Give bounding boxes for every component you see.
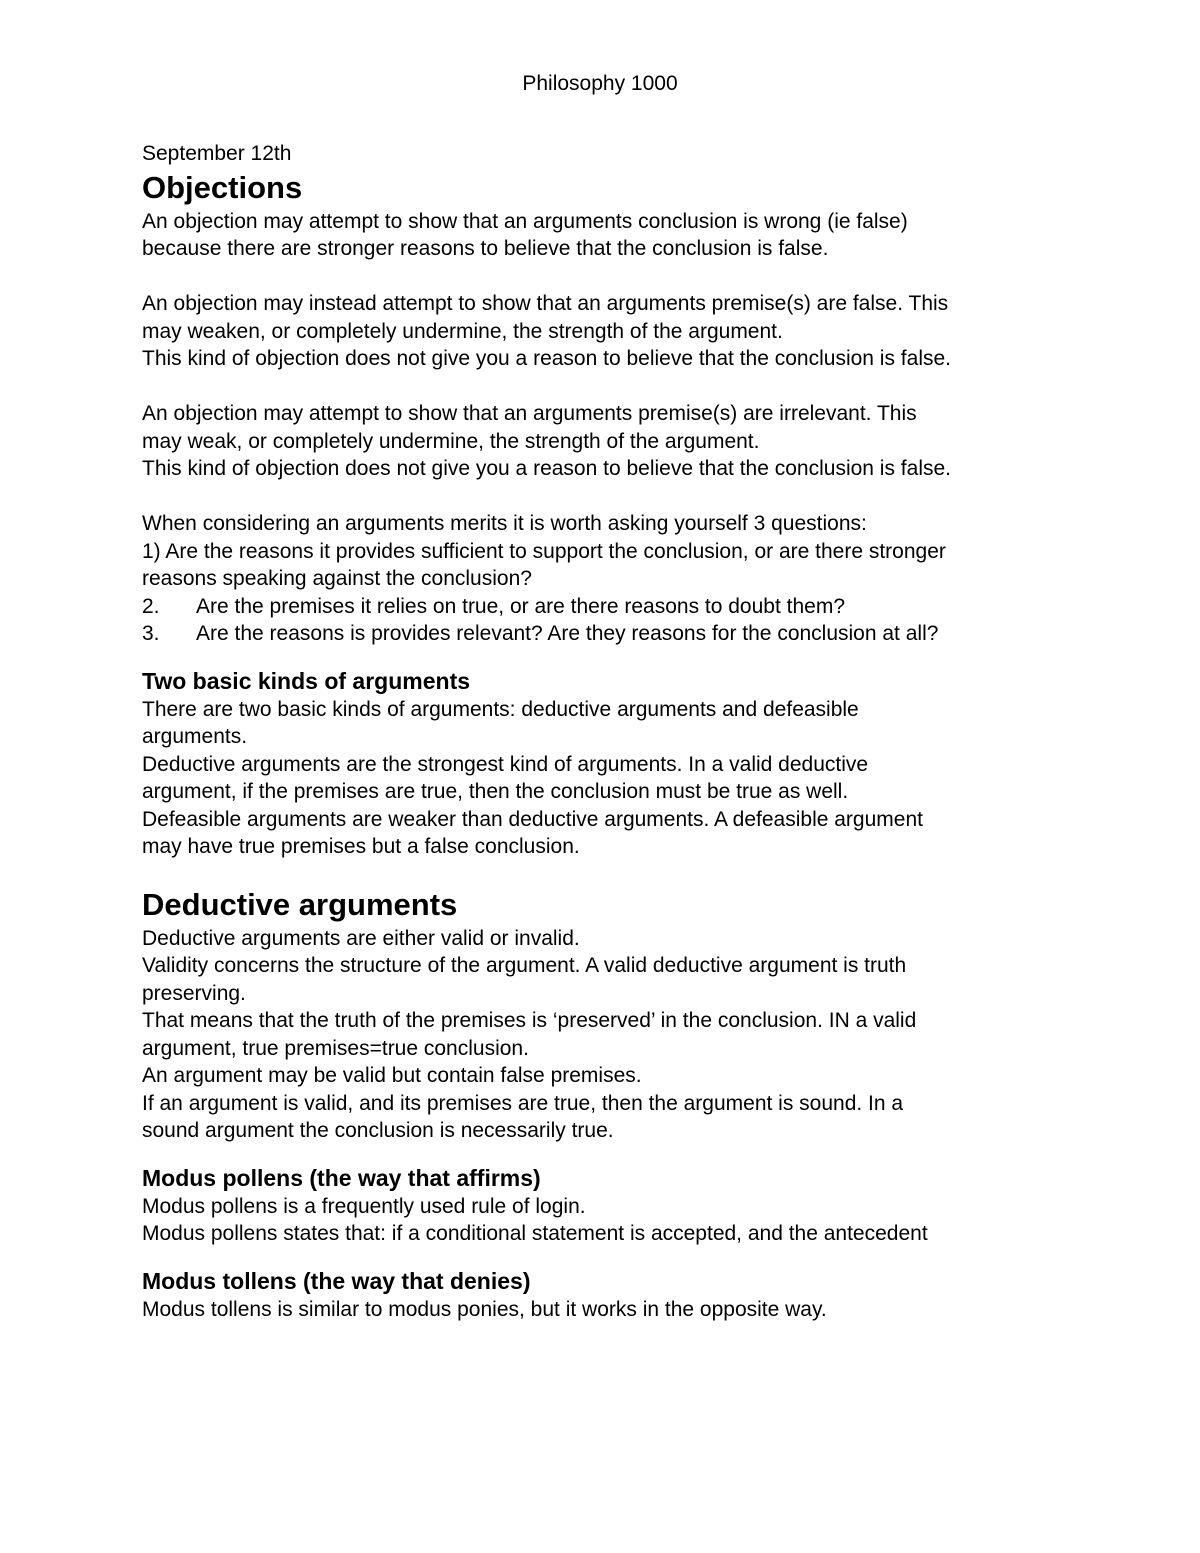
- text-line: An objection may instead attempt to show that an arguments premise(s) are false. This: [142, 292, 949, 315]
- text-line: Modus pollens is a frequently used rule of login.: [142, 1194, 586, 1218]
- text-line: If an argument is valid, and its premises are true, then the argument is sound. In a: [142, 1091, 904, 1115]
- text-line: An objection may attempt to show that an arguments conclusion is wrong (ie false): [142, 209, 908, 233]
- text-line: Modus tollens is similar to modus ponies, but it works in the opposite way.: [142, 1297, 827, 1321]
- heading-deductive: Deductive arguments: [142, 886, 458, 922]
- date-line: September 12th: [142, 142, 292, 165]
- paragraph: [142, 290, 1082, 373]
- text-line: preserving.: [142, 981, 246, 1005]
- paragraph: [142, 1296, 1082, 1324]
- text-line: Validity concerns the structure of the argument. A valid deductive argument is truth: [142, 954, 907, 977]
- text-line: sound argument the conclusion is necessarily true.: [142, 1119, 614, 1142]
- paragraph: [142, 925, 1082, 1145]
- text-line: Defeasible arguments are weaker than deductive arguments. A defeasible argument: [142, 807, 923, 831]
- text-line: Deductive arguments are the strongest kind of arguments. In a valid deductive: [142, 752, 869, 776]
- text-line: There are two basic kinds of arguments: deductive arguments and defeasible: [142, 697, 859, 721]
- question-text: Are the reasons is provides relevant? Are they reasons for the conclusion at all?: [196, 622, 939, 645]
- question-number: 3.: [142, 622, 160, 645]
- text-line: arguments.: [142, 725, 248, 748]
- paragraph: [142, 208, 1082, 263]
- question-3: [142, 620, 1082, 648]
- text-line: argument, if the premises are true, then the conclusion must be true as well.: [142, 780, 849, 803]
- text-line: Deductive arguments are either valid or invalid.: [142, 926, 580, 950]
- heading-modus-tollens: Modus tollens (the way that denies): [142, 1267, 531, 1294]
- document-body: [142, 140, 1082, 1323]
- question-1-line: reasons speaking against the conclusion?: [142, 567, 532, 590]
- text-line: may weaken, or completely undermine, the strength of the argument.: [142, 319, 783, 343]
- text-line: because there are stronger reasons to believe that the conclusion is false.: [142, 237, 829, 260]
- page-header: Philosophy 1000: [522, 72, 678, 95]
- text-line: may weak, or completely undermine, the strength of the argument.: [142, 429, 760, 453]
- heading-two-kinds: Two basic kinds of arguments: [142, 667, 471, 694]
- question-2: [142, 593, 1082, 621]
- question-number: 2.: [142, 594, 160, 618]
- paragraph: [142, 1193, 1082, 1248]
- text-line: That means that the truth of the premises is ‘preserved’ in the conclusion. IN a valid: [142, 1009, 917, 1032]
- text-line: An objection may attempt to show that an arguments premise(s) are irrelevant. This: [142, 402, 917, 425]
- text-line: This kind of objection does not give you a reason to believe that the conclusion is false.: [142, 457, 951, 480]
- text-line: Modus pollens states that: if a conditional statement is accepted, and the antecedent: [142, 1222, 928, 1245]
- paragraph: [142, 400, 1082, 483]
- heading-objections: Objections: [142, 169, 303, 205]
- paragraph: [142, 696, 1082, 861]
- text-line: argument, true premises=true conclusion.: [142, 1036, 529, 1060]
- text-line: may have true premises but a false conclusion.: [142, 835, 580, 858]
- question-text: Are the premises it relies on true, or are there reasons to doubt them?: [196, 594, 846, 618]
- question-1-line: 1) Are the reasons it provides sufficient to support the conclusion, or are there stronger: [142, 539, 946, 563]
- questions-intro: When considering an arguments merits it is worth asking yourself 3 questions:: [142, 512, 867, 535]
- text-line: An argument may be valid but contain false premises.: [142, 1064, 642, 1087]
- questions-list: [142, 510, 1082, 648]
- heading-modus-pollens: Modus pollens (the way that affirms): [142, 1164, 541, 1191]
- text-line: This kind of objection does not give you a reason to believe that the conclusion is false.: [142, 347, 951, 370]
